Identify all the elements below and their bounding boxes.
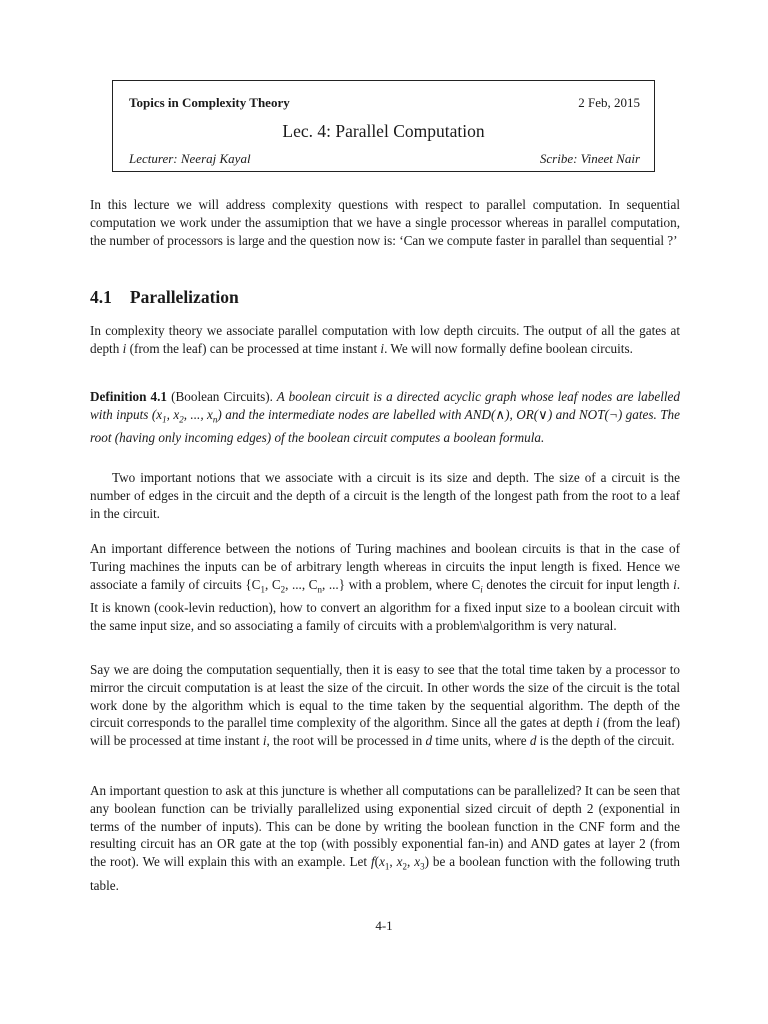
text-run: be a boolean function with the following truth table. xyxy=(90,854,681,893)
text-run: . It is known (cook-levin reduction), how to convert an algorithm for a fixed input size to a boolean circuit with the same input size, and so associating a family of circuits with a problem\algorithm is very natural. xyxy=(90,576,681,633)
paragraph-low-depth xyxy=(90,322,680,358)
definition-name: (Boolean Circuits). xyxy=(166,389,273,404)
text-run: (from the leaf) can be processed at time instant xyxy=(126,340,381,356)
section-heading xyxy=(90,287,239,308)
definition-body: A boolean circuit is a directed acyclic graph whose leaf nodes are labelled with inputs ($x_1$, $x_2$, ..., $x_n$) and the intermediate nodes are labelled with AND(∧), OR(∨) and NOT(¬) gates. The root (having only incoming edges) of the boolean circuit computes a boolean formula. xyxy=(90,389,680,446)
paragraph-sequential: Say we are doing the computation sequentially, then it is easy to see that the total time taken by a processor to mirror the circuit computation is at least the size of the circuit. In other words the size of the circuit is the total work done by the algorithm which is equal to the time taken by the sequential algorithm. The depth of the circuit corresponds to the parallel time complexity of the algorithm. Since all the gates at depth i (from the leaf) will be processed at time instant i, the root will be processed in d time units, where d is the depth of the circuit. xyxy=(90,662,680,749)
definition-block xyxy=(90,388,680,447)
header-top-row xyxy=(129,95,640,111)
page-number: 4-1 xyxy=(375,918,393,933)
intro-paragraph: In this lecture we will address complexity questions with respect to parallel computation. In sequential computation we work under the assumiption that we have a single processor whereas in parallel computation, the number of processors is large and the question now is: ‘Can we compute faster in parallel than sequential ?’ xyxy=(90,197,680,248)
definition-label: Definition 4.1 xyxy=(90,389,167,404)
paragraph-circuit-family: An important difference between the notions of Turing machines and boolean circuits is that in the case of Turing machines the inputs can be of arbitrary length whereas in circuits the input length is fixed. Hence we associate a family of circuits {$C_1$, $C_2$, ..., $C_n$, ...} with a problem, where $C_i$ denotes the circuit for input length i. It is known (cook-levin reduction), how to convert an algorithm for a fixed input size to a boolean circuit with the same input size, and so associating a family of circuits with a problem\algorithm is very natural. xyxy=(90,541,681,633)
lecturer-name: Lecturer: Neeraj Kayal xyxy=(129,151,251,166)
text-run: An important question to ask at this juncture is whether all computations can be parallelized? It can be seen that any boolean function can be trivially parallelized using exponential sized circuit of depth 2 (exponential in terms of the number of inputs). This can be done by writing the boolean function in the CNF form and the resulting circuit has an OR gate at the top (with possibly exponential fan-in) and AND gates at layer 2 (from the root). We will explain this with an example. Let xyxy=(90,783,680,870)
text-run: Say we are doing the computation sequentially, then it is easy to see that the total time taken by a processor to mirror the circuit computation is at least the size of the circuit. In other words the size of the circuit is the total work done by the algorithm which is equal to the time taken by the sequential algorithm. The depth of the circuit corresponds to the parallel time complexity of the algorithm. Since all the gates at depth xyxy=(90,662,680,731)
paragraph-parallelize: An important question to ask at this juncture is whether all computations can be parallelized? It can be seen that any boolean function can be trivially parallelized using exponential sized circuit of depth 2 (exponential in terms of the number of inputs). This can be done by writing the boolean function in the CNF form and the resulting circuit has an OR gate at the top (with possibly exponential fan-in) and AND gates at layer 2 (from the root). We will explain this with an example. Let $f(x_1$, $x_2$, $x_3$) be a boolean function with the following truth table. xyxy=(90,783,681,893)
text-run: . We will now formally define boolean circuits. xyxy=(384,340,633,356)
scribe-name: Scribe: Vineet Nair xyxy=(539,151,640,166)
text-run: A boolean circuit is a directed acyclic graph whose leaf nodes are labelled with inputs (x xyxy=(90,389,680,422)
lecture-header-box xyxy=(112,80,655,172)
paragraph-size-depth: Two important notions that we associate with a circuit is its size and depth. The size of a circuit is the number of edges in the circuit and the depth of a circuit is the length of the longest path from the root to a leaf in the circuit. xyxy=(90,470,680,521)
lecture-date: 2 Feb, 2015 xyxy=(578,95,640,110)
lecture-title: Lec. 4: Parallel Computation xyxy=(282,121,485,141)
text-run: time units, where xyxy=(432,733,530,749)
section-title: Parallelization xyxy=(129,287,239,307)
text-run: is the depth of the circuit. xyxy=(536,733,675,749)
math-var: i xyxy=(380,340,385,356)
course-title: Topics in Complexity Theory xyxy=(129,95,290,110)
section-number: 4.1 xyxy=(90,287,112,307)
text-run: , the root will be processed in xyxy=(266,733,426,749)
math-var: i xyxy=(122,340,127,356)
text-run: ) and the intermediate nodes are labelled with AND(∧), OR(∨) and NOT(¬) gates. The root (having only incoming edges) of the boolean circuit computes a boolean formula. xyxy=(90,406,680,446)
header-bottom-row xyxy=(129,151,640,167)
text-run: (from the leaf) will be processed at time instant xyxy=(90,715,680,749)
text-run: In complexity theory we associate parallel computation with low depth circuits. The output of all the gates at depth xyxy=(90,323,680,356)
text-run: An important difference between the notions of Turing machines and boolean circuits is that in the case of Turing machines the inputs can be of arbitrary length whereas in circuits the input length is fixed. Hence we associate a family of circuits {C xyxy=(90,541,680,592)
text-run: denotes the circuit for input length xyxy=(482,576,674,592)
text-run: } with a problem, where C xyxy=(338,576,481,592)
